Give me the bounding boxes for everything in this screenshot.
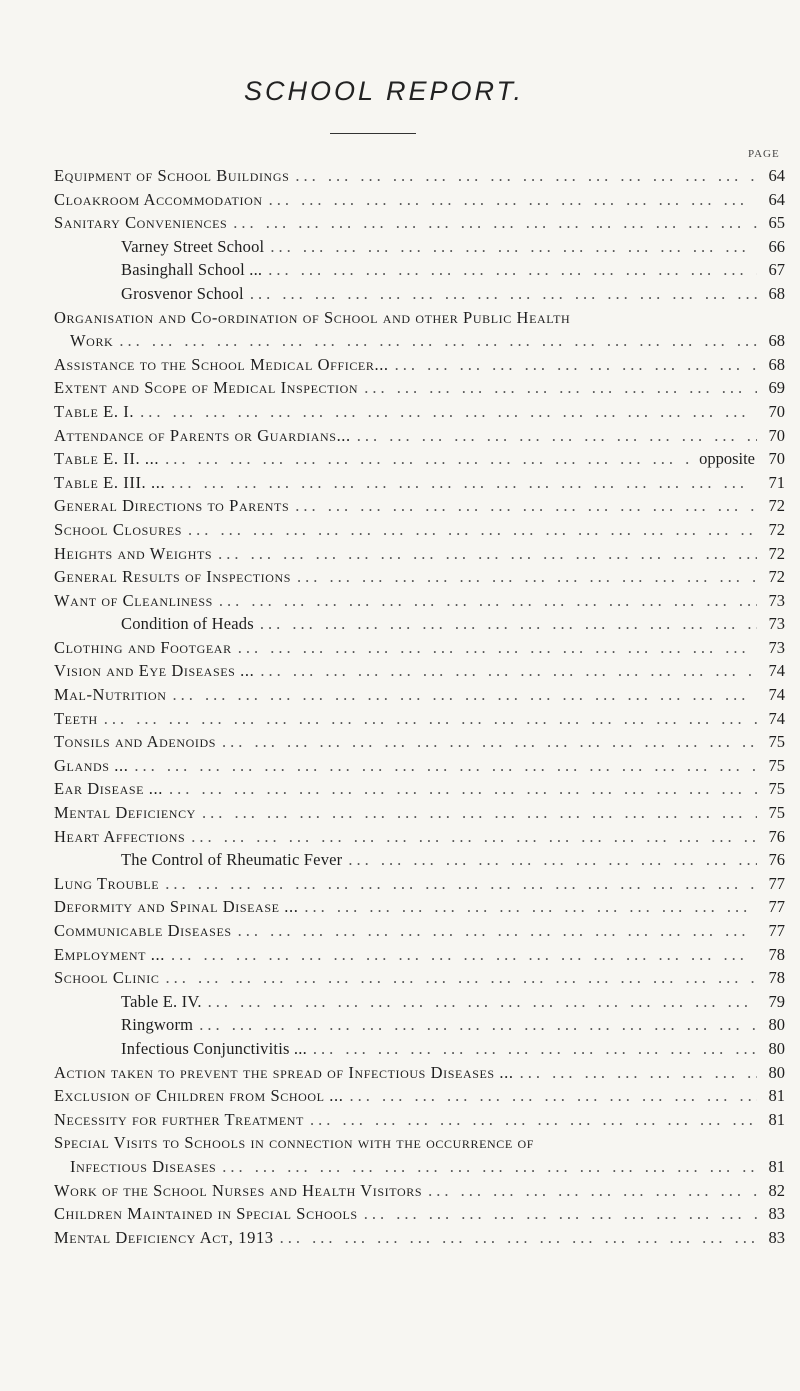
toc-entry-title: Heart Affections xyxy=(54,826,186,846)
toc-entry xyxy=(54,754,785,778)
dot-leader xyxy=(171,943,757,967)
dot-leader xyxy=(364,1202,757,1226)
toc-entry-title: Grosvenor School xyxy=(121,283,244,303)
dot-leader xyxy=(280,1226,757,1250)
dot-leader xyxy=(310,1108,757,1132)
toc-entry xyxy=(54,636,785,660)
toc-entry xyxy=(54,777,785,801)
toc-entry-title: Varney Street School xyxy=(121,236,265,256)
dot-leader xyxy=(171,471,757,495)
toc-entry-title: General Directions to Parents xyxy=(54,496,290,516)
dot-leader xyxy=(222,730,757,754)
toc-entry-page: 83 xyxy=(768,1227,785,1247)
toc-entry xyxy=(54,872,785,896)
toc-entry xyxy=(54,1037,785,1061)
dot-leader xyxy=(295,164,757,188)
dot-leader xyxy=(313,1037,757,1061)
dot-leader xyxy=(238,919,757,943)
toc-entry-page: 79 xyxy=(768,991,785,1011)
toc-entry-title: Mental Deficiency xyxy=(54,803,196,823)
toc-entry xyxy=(54,659,785,683)
toc-entry-page: 70 xyxy=(768,449,785,469)
toc-entry-page: 75 xyxy=(768,803,785,823)
toc-entry xyxy=(54,447,785,471)
toc-entry xyxy=(54,258,785,282)
toc-entry xyxy=(54,565,785,589)
toc-entry-title: Employment ... xyxy=(54,944,165,964)
toc-entry-page: 77 xyxy=(768,921,785,940)
toc-entry-title: General Results of Inspections xyxy=(54,567,292,587)
toc-entry xyxy=(54,730,785,754)
toc-entry-title: Table E. I. xyxy=(54,401,135,421)
toc-entry-page: 74 xyxy=(768,708,785,728)
toc-entry-page: 81 xyxy=(768,1109,785,1129)
toc-entry xyxy=(54,353,785,377)
toc-entry xyxy=(54,542,785,566)
toc-entry-title: Cloakroom Accommodation xyxy=(54,189,263,209)
toc-entry-title: Glands ... xyxy=(54,755,129,775)
toc-entry-title: Table E. II. ... xyxy=(54,449,160,469)
toc-entry-page: 77 xyxy=(768,873,785,893)
dot-leader xyxy=(165,872,757,896)
toc-entry-title: Sanitary Conveniences xyxy=(54,213,228,233)
toc-entry-page: 71 xyxy=(768,472,785,492)
toc-entry-page: 78 xyxy=(768,944,785,964)
dot-leader xyxy=(357,424,757,448)
toc-entry-page: 68 xyxy=(768,331,785,351)
toc-entry-title: Table E. III. ... xyxy=(54,472,166,492)
dot-leader xyxy=(119,329,757,353)
toc-entry-title: Special Visits to Schools in connection with the occurrence of xyxy=(54,1133,535,1153)
toc-entry-title: Action taken to prevent the spread of Infectious Diseases ... xyxy=(54,1062,514,1082)
toc-entry-page: 70 xyxy=(768,401,785,421)
dot-leader xyxy=(260,659,757,683)
dot-leader xyxy=(169,777,757,801)
toc-entry-page: 72 xyxy=(768,519,785,539)
table-of-contents xyxy=(54,164,785,1249)
toc-entry-page: 70 xyxy=(768,425,785,445)
toc-entry-page: 81 xyxy=(768,1156,785,1176)
toc-entry xyxy=(54,424,785,448)
toc-entry-page: 73 xyxy=(768,637,785,657)
dot-leader xyxy=(395,353,757,377)
toc-entry xyxy=(54,282,785,306)
dot-leader xyxy=(173,683,757,707)
toc-entry xyxy=(54,848,785,872)
toc-entry-title: Ear Disease ... xyxy=(54,779,163,799)
toc-entry-page: 68 xyxy=(768,354,785,374)
dot-leader xyxy=(297,565,757,589)
toc-entry-page: 68 xyxy=(768,283,785,303)
toc-entry xyxy=(54,1202,785,1226)
toc-entry-page: 74 xyxy=(768,661,785,681)
toc-entry xyxy=(54,471,785,495)
toc-entry-page: 66 xyxy=(768,236,785,256)
toc-entry-title: Work of the School Nurses and Health Visitors xyxy=(54,1180,423,1200)
toc-entry-page: 80 xyxy=(768,1015,785,1035)
toc-entry-title: Equipment of School Buildings xyxy=(54,166,290,185)
toc-entry-title: Table E. IV. xyxy=(121,991,202,1011)
dot-leader xyxy=(202,801,757,825)
toc-entry xyxy=(54,683,785,707)
toc-entry xyxy=(54,211,785,235)
toc-entry-page: 73 xyxy=(768,590,785,610)
toc-entry xyxy=(54,1226,785,1250)
toc-entry-title: Deformity and Spinal Disease ... xyxy=(54,897,299,917)
toc-entry xyxy=(54,306,785,353)
toc-entry-title: Tonsils and Adenoids xyxy=(54,732,217,752)
toc-entry-page: 76 xyxy=(768,850,785,870)
dot-leader xyxy=(348,848,757,872)
toc-entry xyxy=(54,895,785,919)
title-rule xyxy=(330,133,416,134)
toc-entry-page: 82 xyxy=(768,1180,785,1200)
dot-leader xyxy=(134,754,757,778)
dot-leader xyxy=(165,447,693,471)
toc-entry xyxy=(54,943,785,967)
toc-entry-title: The Control of Rheumatic Fever xyxy=(121,850,343,870)
toc-entry-title: School Clinic xyxy=(54,968,160,988)
dot-leader xyxy=(364,376,757,400)
dot-leader xyxy=(269,188,757,212)
toc-entry-title: School Closures xyxy=(54,519,182,539)
toc-entry xyxy=(54,612,785,636)
toc-entry-page: 72 xyxy=(768,496,785,516)
dot-leader xyxy=(520,1061,757,1085)
toc-entry-page: 80 xyxy=(768,1062,785,1082)
toc-entry-title: Extent and Scope of Medical Inspection xyxy=(54,378,359,398)
toc-entry-title: Necessity for further Treatment xyxy=(54,1109,304,1129)
toc-entry-page: 80 xyxy=(768,1038,785,1058)
toc-entry-page: 75 xyxy=(768,755,785,775)
toc-entry-page: 75 xyxy=(768,779,785,799)
dot-leader xyxy=(428,1179,757,1203)
toc-entry-page: 76 xyxy=(768,826,785,846)
toc-entry-title: Communicable Diseases xyxy=(54,921,232,940)
toc-entry-title: Want of Cleanliness xyxy=(54,590,213,610)
page-title: SCHOOL REPORT. xyxy=(243,76,525,106)
dot-leader xyxy=(250,282,757,306)
toc-entry-title: Basinghall School ... xyxy=(121,260,263,280)
toc-entry xyxy=(54,164,785,188)
toc-entry-note: opposite xyxy=(699,449,755,469)
dot-leader xyxy=(270,235,757,259)
toc-entry-page: 77 xyxy=(768,897,785,917)
dot-leader xyxy=(208,990,757,1014)
toc-entry-page: 81 xyxy=(768,1086,785,1106)
toc-entry xyxy=(54,1013,785,1037)
toc-entry xyxy=(54,518,785,542)
dot-leader xyxy=(349,1084,757,1108)
toc-entry xyxy=(54,1179,785,1203)
toc-entry xyxy=(54,188,785,212)
toc-entry-title: Ringworm xyxy=(121,1015,194,1035)
dot-leader xyxy=(233,211,757,235)
toc-entry-title: Attendance of Parents or Guardians... xyxy=(54,425,351,445)
dot-leader xyxy=(218,542,757,566)
toc-entry-page: 78 xyxy=(768,968,785,988)
toc-entry xyxy=(54,400,785,424)
toc-entry-page: 73 xyxy=(768,614,785,634)
toc-entry xyxy=(54,376,785,400)
toc-entry-title: Children Maintained in Special Schools xyxy=(54,1204,358,1224)
toc-entry-page: 83 xyxy=(768,1204,785,1224)
dot-leader xyxy=(191,825,757,849)
toc-entry-title: Mental Deficiency Act, 1913 xyxy=(54,1227,274,1247)
toc-entry-title: Assistance to the School Medical Officer... xyxy=(54,354,389,374)
toc-entry xyxy=(54,919,785,943)
toc-entry-title: Heights and Weights xyxy=(54,543,213,563)
toc-entry-title-continued: Infectious Diseases xyxy=(70,1156,217,1176)
dot-leader xyxy=(165,966,757,990)
toc-entry-title: Organisation and Co-ordination of School and other Public Health xyxy=(54,307,571,327)
toc-entry xyxy=(54,825,785,849)
dot-leader xyxy=(104,707,757,731)
toc-entry xyxy=(54,589,785,613)
toc-entry xyxy=(54,494,785,518)
toc-entry-page: 72 xyxy=(768,543,785,563)
toc-entry xyxy=(54,1108,785,1132)
dot-leader xyxy=(238,636,757,660)
toc-entry xyxy=(54,966,785,990)
dot-leader xyxy=(140,400,757,424)
dot-leader xyxy=(260,612,757,636)
dot-leader xyxy=(295,494,757,518)
page-column-label: PAGE xyxy=(748,148,780,160)
dot-leader xyxy=(199,1013,757,1037)
toc-entry-page: 72 xyxy=(768,567,785,587)
toc-entry-page: 64 xyxy=(768,166,785,185)
toc-entry-page: 65 xyxy=(768,213,785,233)
dot-leader xyxy=(219,589,757,613)
toc-entry xyxy=(54,1061,785,1085)
dot-leader xyxy=(222,1155,757,1179)
toc-entry-page: 67 xyxy=(768,260,785,280)
toc-entry-page: 64 xyxy=(768,189,785,209)
toc-entry-title: Lung Trouble xyxy=(54,873,160,893)
toc-entry-title: Exclusion of Children from School ... xyxy=(54,1086,344,1106)
toc-entry xyxy=(54,1084,785,1108)
toc-entry xyxy=(54,990,785,1014)
toc-entry-title: Vision and Eye Diseases ... xyxy=(54,661,255,681)
dot-leader xyxy=(268,258,757,282)
toc-entry-title: Mal-Nutrition xyxy=(54,685,167,705)
toc-entry-title: Condition of Heads xyxy=(121,614,254,634)
toc-entry xyxy=(54,801,785,825)
toc-entry-title: Teeth xyxy=(54,708,98,728)
toc-entry-title-continued: Work xyxy=(70,331,114,351)
toc-entry-page: 74 xyxy=(768,685,785,705)
dot-leader xyxy=(304,895,757,919)
dot-leader xyxy=(188,518,757,542)
toc-entry-title: Infectious Conjunctivitis ... xyxy=(121,1038,307,1058)
toc-entry xyxy=(54,1131,785,1178)
toc-entry xyxy=(54,707,785,731)
toc-entry xyxy=(54,235,785,259)
toc-entry-page: 69 xyxy=(768,378,785,398)
toc-entry-title: Clothing and Footgear xyxy=(54,637,232,657)
toc-entry-page: 75 xyxy=(768,732,785,752)
